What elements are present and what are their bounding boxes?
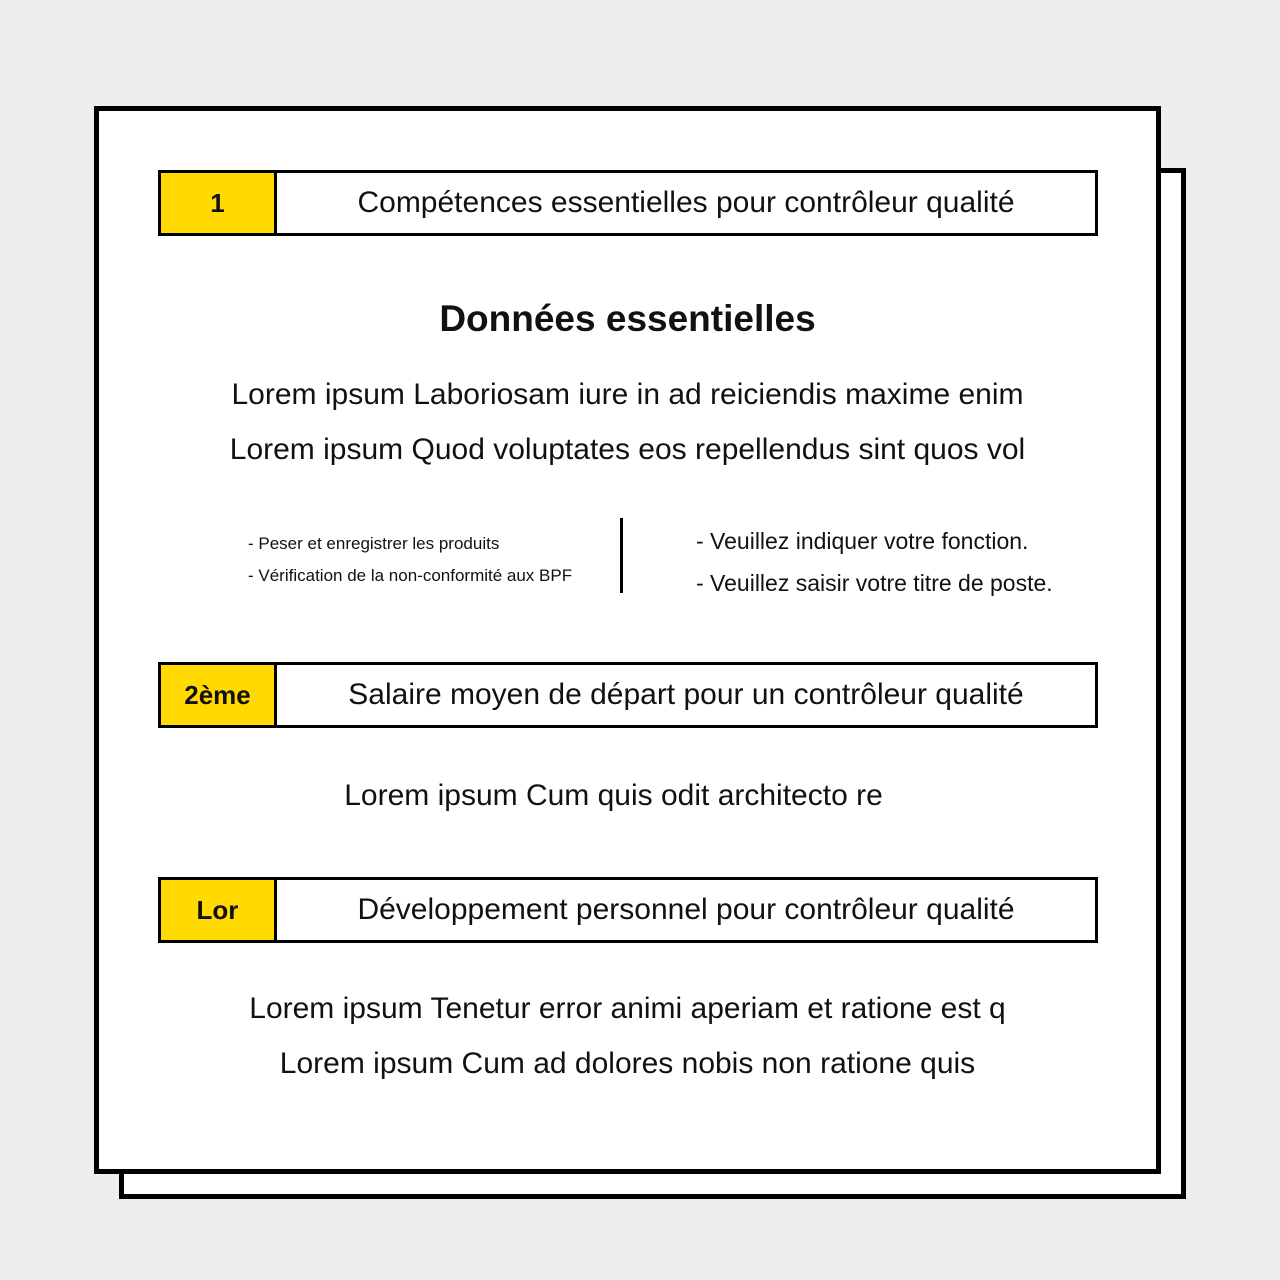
section-1-title: Compétences essentielles pour contrôleur qualité bbox=[357, 186, 1015, 219]
section-1-paragraph-1: Lorem ipsum Laboriosam iure in ad reiciendis maxime enim bbox=[231, 378, 1024, 411]
section-1-paragraph-2: Lorem ipsum Quod voluptates eos repellendus sint quos vol bbox=[229, 433, 1026, 466]
section-3-badge: Lor bbox=[161, 880, 277, 940]
instructions-list-item: - Veuillez indiquer votre fonction. bbox=[696, 528, 1029, 554]
section-1-heading: Données essentielles bbox=[439, 298, 816, 339]
instructions-list bbox=[696, 520, 1053, 604]
section-3-paragraph-2: Lorem ipsum Cum ad dolores nobis non ratione quis bbox=[279, 1047, 976, 1080]
duties-list-item: - Vérification de la non-conformité aux BPF bbox=[248, 566, 573, 585]
section-2-badge: 2ème bbox=[161, 665, 277, 725]
section-1-badge: 1 bbox=[161, 173, 277, 233]
section-2-title: Salaire moyen de départ pour un contrôleur qualité bbox=[348, 678, 1024, 711]
section-3-title: Développement personnel pour contrôleur qualité bbox=[357, 893, 1015, 926]
section-3-paragraph-1: Lorem ipsum Tenetur error animi aperiam et ratione est q bbox=[249, 992, 1006, 1025]
section-2-header bbox=[158, 662, 1098, 728]
duties-list bbox=[248, 528, 572, 592]
section-2-paragraph-1: Lorem ipsum Cum quis odit architecto re bbox=[344, 779, 883, 812]
vertical-divider bbox=[620, 518, 623, 593]
instructions-list-item: - Veuillez saisir votre titre de poste. bbox=[696, 570, 1053, 596]
section-1-header bbox=[158, 170, 1098, 236]
section-3-header bbox=[158, 877, 1098, 943]
duties-list-item: - Peser et enregistrer les produits bbox=[248, 534, 500, 553]
